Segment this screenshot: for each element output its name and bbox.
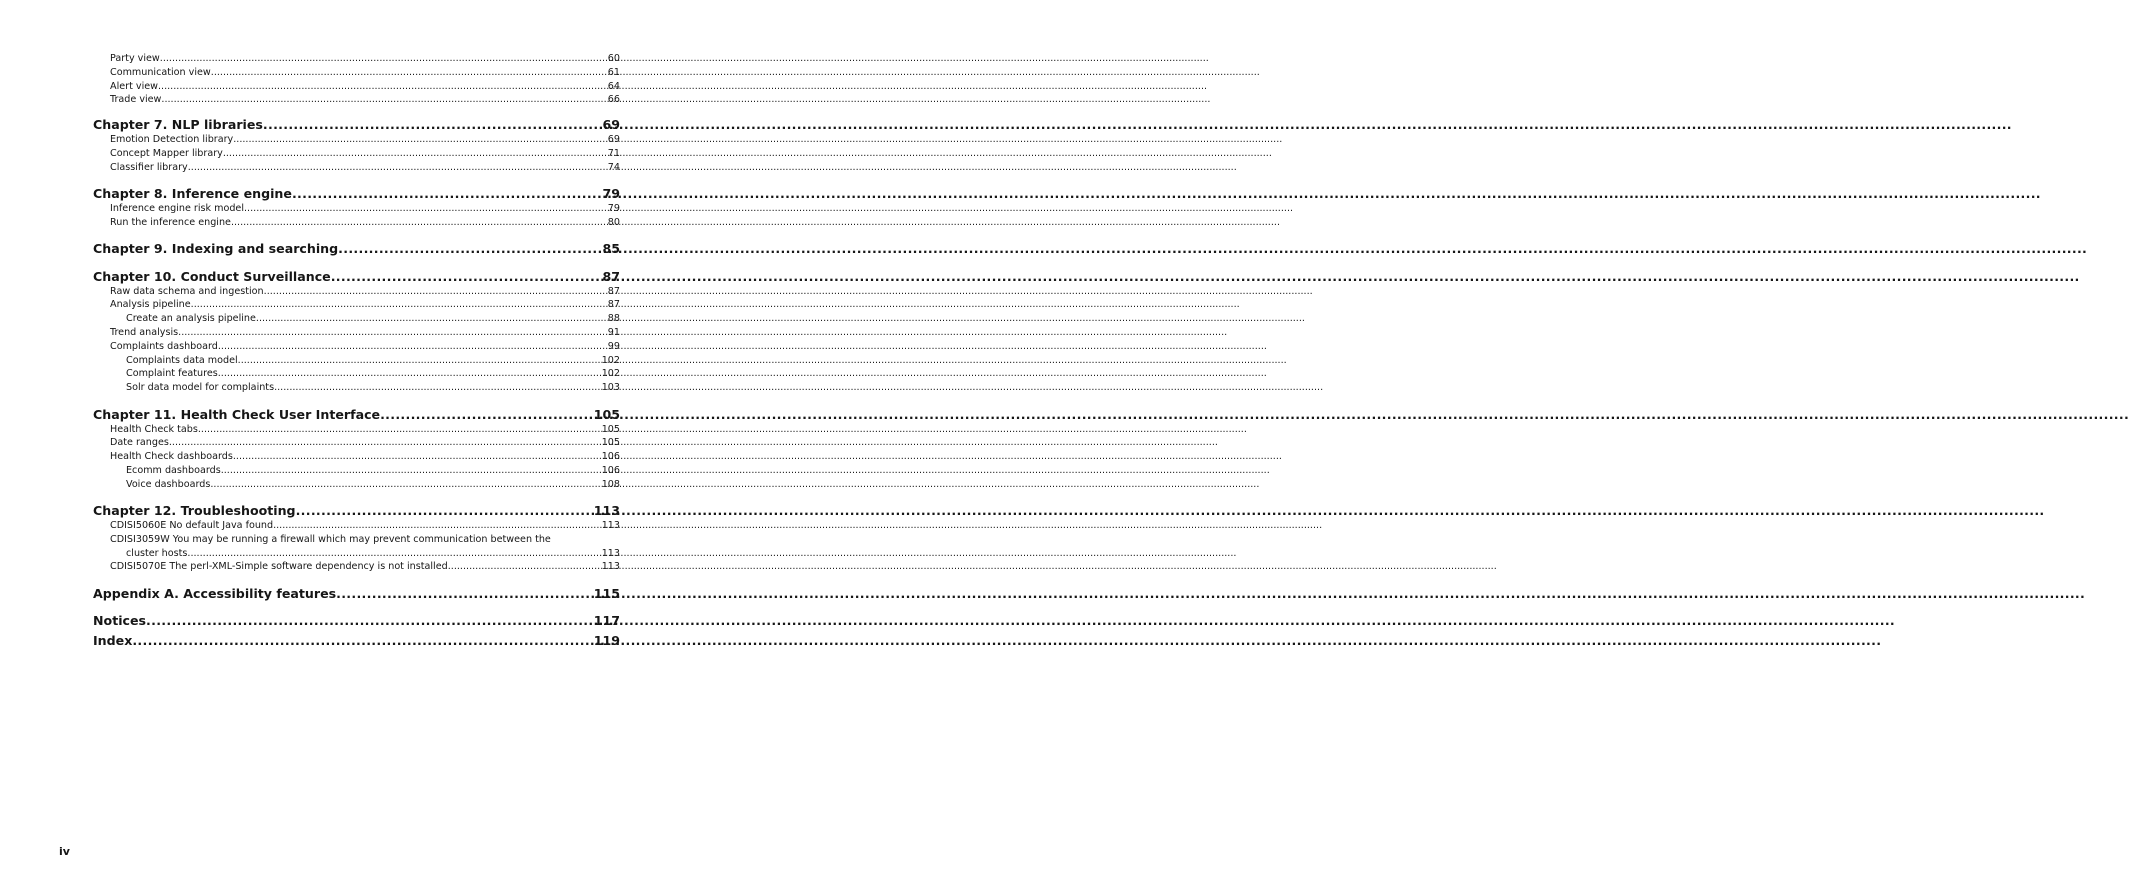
toc-chapter-entry[interactable]	[93, 268, 620, 285]
toc-entry-page: 102	[601, 354, 620, 366]
page-number-footer: iv	[59, 845, 70, 858]
toc-entry-page: 88	[607, 313, 620, 325]
toc-entry-page: 113	[601, 520, 620, 532]
dot-leader	[233, 450, 602, 464]
toc-entry-title: Concept Mapper library	[110, 147, 223, 159]
toc-entry-title: Chapter 9. Indexing and searching	[93, 241, 339, 257]
dot-leader	[274, 381, 602, 395]
dot-leader	[380, 406, 594, 423]
toc-entry-title: Complaints dashboard	[110, 340, 218, 352]
dot-leader	[273, 519, 602, 533]
dot-leader	[231, 216, 608, 230]
toc-entry-page: 66	[607, 94, 620, 106]
toc-subentry[interactable]	[93, 354, 620, 368]
toc-subentry[interactable]	[93, 367, 620, 381]
toc-entry-title: Create an analysis pipeline	[126, 313, 256, 325]
dot-leader	[448, 560, 602, 574]
toc-entry-page: 85	[602, 241, 620, 257]
toc-entry-page: 80	[607, 216, 620, 228]
dot-leader	[218, 367, 602, 381]
toc-entry-title: Ecomm dashboards	[126, 464, 221, 476]
toc-entry-title: Party view	[110, 53, 160, 64]
toc-entry-page: 99	[607, 340, 620, 352]
toc-entry-page: 87	[602, 268, 620, 284]
toc-chapter-entry[interactable]	[93, 612, 620, 629]
toc-entry-page: 106	[601, 464, 620, 476]
dot-leader	[296, 502, 594, 519]
toc-entry-continuation	[110, 547, 620, 561]
toc-chapter-entry[interactable]	[93, 185, 620, 202]
dot-leader	[146, 612, 594, 629]
toc-subentry[interactable]	[93, 312, 620, 326]
dot-leader	[178, 326, 608, 340]
toc-entry-page: 113	[601, 561, 620, 573]
toc-entry[interactable]	[93, 52, 620, 66]
toc-entry-title: Chapter 8. Inference engine	[93, 186, 292, 202]
toc-entry-title: Chapter 11. Health Check User Interface	[93, 406, 381, 422]
toc-entry[interactable]	[93, 533, 620, 561]
dot-leader	[233, 133, 608, 147]
toc-entry-title: Run the inference engine	[110, 216, 231, 228]
dot-leader	[187, 547, 601, 561]
toc-entry-title: Communication view	[110, 66, 211, 78]
toc-entry-title: Solr data model for complaints	[126, 382, 275, 394]
toc-entry-title: Chapter 7. NLP libraries	[93, 117, 263, 133]
toc-entry[interactable]	[93, 133, 620, 147]
toc-entry-title: Trade view	[110, 94, 162, 106]
toc-entry[interactable]	[93, 93, 620, 107]
toc-entry-page: 74	[607, 161, 620, 173]
toc-entry-title: CDISI5060E No default Java found	[110, 520, 274, 532]
toc-entry-page: 113	[593, 503, 620, 519]
toc-chapter-entry[interactable]	[93, 585, 620, 602]
toc-entry-title: Chapter 12. Troubleshooting	[93, 503, 296, 519]
dot-leader	[218, 340, 608, 354]
dot-leader	[331, 268, 603, 285]
toc-entry-page: 105	[593, 406, 620, 422]
toc-entry[interactable]	[93, 66, 620, 80]
dot-leader	[338, 240, 602, 257]
toc-entry[interactable]	[93, 202, 620, 216]
toc-chapter-entry[interactable]	[93, 502, 620, 519]
toc-entry-title: Date ranges	[110, 437, 169, 449]
toc-entry[interactable]	[93, 560, 620, 574]
toc-entry[interactable]	[93, 326, 620, 340]
toc-entry-title: Index	[93, 633, 133, 649]
toc-entry-page: 60	[607, 53, 620, 64]
toc-entry-page: 69	[607, 134, 620, 146]
dot-leader	[161, 93, 607, 107]
toc-entry[interactable]	[93, 436, 620, 450]
toc-entry-title: Appendix A. Accessibility features	[93, 585, 337, 601]
dot-leader	[264, 285, 608, 299]
toc-entry[interactable]	[93, 147, 620, 161]
dot-leader	[210, 478, 601, 492]
toc-chapter-entry[interactable]	[93, 240, 620, 257]
dot-leader	[256, 312, 608, 326]
dot-leader	[160, 52, 608, 66]
dot-leader	[223, 147, 608, 161]
toc-entry-page: 108	[601, 478, 620, 490]
dot-leader	[292, 185, 603, 202]
toc-entry-page: 87	[607, 299, 620, 311]
toc-entry-title: Alert view	[110, 80, 158, 92]
toc-entry-title: Complaints data model	[126, 354, 238, 366]
toc-entry-page: 69	[602, 117, 620, 133]
dot-leader	[244, 202, 608, 216]
toc-entry-page: 106	[601, 451, 620, 463]
toc-entry-title: Health Check dashboards	[110, 451, 233, 463]
toc-entry-page: 105	[601, 437, 620, 449]
toc-entry-page: 113	[601, 547, 620, 559]
dot-leader	[238, 354, 602, 368]
toc-entry[interactable]	[93, 340, 620, 354]
toc-subentry[interactable]	[93, 464, 620, 478]
toc-entry-page: 102	[601, 368, 620, 380]
toc-chapter-entry[interactable]	[93, 632, 620, 649]
toc-chapter-entry[interactable]	[93, 116, 620, 133]
toc-entry-page: 117	[593, 613, 620, 629]
toc-chapter-entry[interactable]	[93, 406, 620, 423]
dot-leader	[188, 161, 608, 175]
dot-leader	[169, 436, 602, 450]
toc-entry-title: cluster hosts	[126, 547, 188, 559]
toc-entry[interactable]	[93, 161, 620, 175]
toc-entry-title: Classifier library	[110, 161, 188, 173]
dot-leader	[132, 632, 593, 649]
dot-leader	[158, 80, 608, 94]
dot-leader	[211, 66, 608, 80]
toc-entry-title: Chapter 10. Conduct Surveillance	[93, 268, 331, 284]
toc-entry-page: 79	[602, 186, 620, 202]
dot-leader	[263, 116, 603, 133]
toc-entry[interactable]	[93, 450, 620, 464]
toc-entry-title: Analysis pipeline	[110, 299, 191, 311]
toc-entry-page: 91	[607, 327, 620, 339]
toc-entry-title: CDISI3059W You may be running a firewall which may prevent communication between the	[110, 533, 551, 545]
toc-entry[interactable]	[93, 285, 620, 299]
toc-entry-title: Emotion Detection library	[110, 134, 234, 146]
dot-leader	[336, 585, 594, 602]
toc-entry-page: 105	[601, 423, 620, 435]
toc-entry-page: 87	[607, 285, 620, 297]
toc-entry-title: Health Check tabs	[110, 423, 198, 435]
toc-entry[interactable]	[93, 216, 620, 230]
toc-entry-page: 119	[593, 633, 620, 649]
toc-entry-page: 71	[607, 147, 620, 159]
toc-entry-page: 79	[607, 203, 620, 215]
dot-leader	[221, 464, 602, 478]
toc-entry-title: Inference engine risk model	[110, 203, 244, 215]
dot-leader	[191, 298, 608, 312]
toc-entry-title: Voice dashboards	[126, 478, 211, 490]
toc-entry-title: Raw data schema and ingestion	[110, 285, 264, 297]
toc-entry-page: 61	[607, 66, 620, 78]
toc-entry-title: CDISI5070E The perl-XML-Simple software dependency is not installed	[110, 561, 448, 573]
toc-entry-title: Trend analysis	[110, 327, 179, 339]
toc-entry-page: 115	[593, 585, 620, 601]
toc-entry[interactable]	[93, 423, 620, 437]
toc-entry-page: 64	[607, 80, 620, 92]
toc-entry[interactable]	[93, 519, 620, 533]
toc-entry[interactable]	[93, 298, 620, 312]
table-of-contents	[93, 52, 620, 649]
toc-entry-page: 103	[601, 382, 620, 394]
toc-subentry[interactable]	[93, 478, 620, 492]
toc-subentry[interactable]	[93, 381, 620, 395]
dot-leader	[198, 423, 602, 437]
toc-entry-title: Complaint features	[126, 368, 218, 380]
toc-entry[interactable]	[93, 80, 620, 94]
toc-entry-title: Notices	[93, 613, 147, 629]
